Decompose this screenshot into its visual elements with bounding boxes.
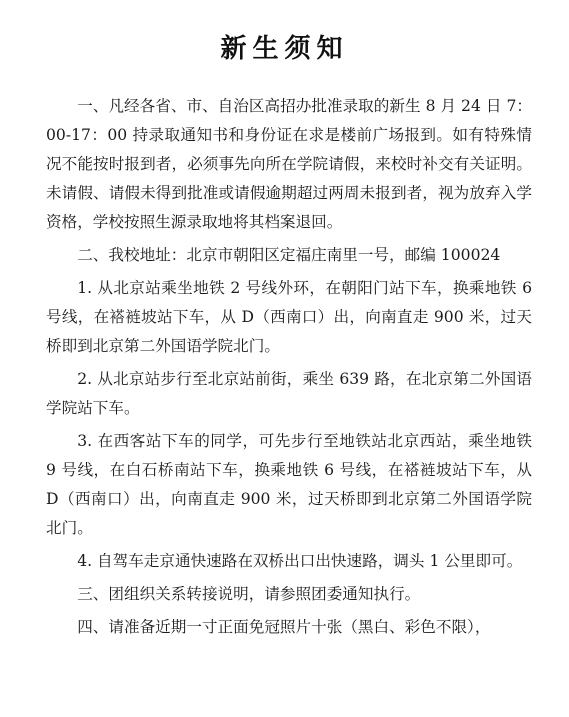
notice-body [46,92,532,642]
page-title: 新生须知 [220,34,349,64]
paragraph-registration: 一、凡经各省、市、自治区高招办批准录取的新生 8 月 24 日 7：00-17：00 持录取通知书和身份证在求是楼前广场报到。如有特殊情况不能按时报到者，必须事先向所在学院请假，来校时补交有关证明。未请假、请假未得到批准或请假逾期超过两周未报到者，视为放弃入学资格，学校按照生源录取地将其档案退回。 [46,97,532,231]
paragraph-route-1: 1. 从北京站乘坐地铁 2 号线外环，在朝阳门站下车，换乘地铁 6 号线，在褡裢坡站下车，从 D（西南口）出，向南直走 900 米，过天桥即到北京第二外国语学院北门。 [46,279,532,355]
paragraph-league-transfer: 三、团组织关系转接说明，请参照团委通知执行。 [77,585,421,603]
paragraph-photos: 四、请准备近期一寸正面免冠照片十张（黑白、彩色不限）， [77,618,491,636]
paragraph-route-3: 3. 在西客站下车的同学，可先步行至地铁站北京西站，乘坐地铁 9 号线，在白石桥南站下车，换乘地铁 6 号线，在褡裢坡站下车，从 D（西南口）出，向南直走 900 米，过天桥即到北京第二外国语学院北门。 [46,432,532,537]
paragraph-route-4: 4. 自驾车走京通快速路在双桥出口出快速路，调头 1 公里即可。 [77,552,523,570]
paragraph-address: 二、我校地址：北京市朝阳区定福庄南里一号，邮编 100024 [77,246,501,264]
paragraph-route-2: 2. 从北京站步行至北京站前街，乘坐 639 路，在北京第二外国语学院站下车。 [46,370,532,417]
